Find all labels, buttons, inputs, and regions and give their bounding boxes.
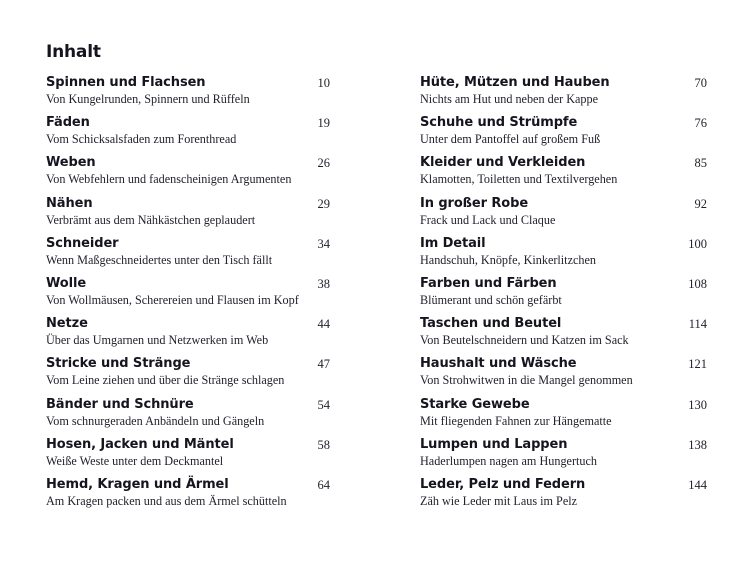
toc-entry-title: Haushalt und Wäsche bbox=[420, 356, 577, 372]
toc-entry-subtitle: Von Wollmäusen, Scherereien und Flausen im Kopf bbox=[46, 292, 299, 307]
toc-entry[interactable] bbox=[46, 355, 330, 395]
toc-entry-title: Bänder und Schnüre bbox=[46, 396, 194, 412]
toc-left-column bbox=[46, 74, 330, 516]
toc-entry-page-number: 144 bbox=[688, 477, 707, 492]
toc-entry-subtitle: Unter dem Pantoffel auf großem Fuß bbox=[420, 132, 601, 147]
toc-entry-title: Weben bbox=[46, 155, 96, 171]
toc-entry-subtitle: Vom schnurgeraden Anbändeln und Gängeln bbox=[46, 413, 265, 428]
toc-entry-subtitle: Haderlumpen nagen am Hungertuch bbox=[420, 453, 597, 468]
toc-entry-subtitle: Über das Umgarnen und Netzwerken im Web bbox=[46, 333, 269, 348]
toc-entry-title: Lumpen und Lappen bbox=[420, 436, 568, 452]
toc-entry[interactable] bbox=[46, 195, 330, 235]
toc-entry-subtitle: Von Strohwitwen in die Mangel genommen bbox=[420, 373, 633, 388]
toc-entry-title: Taschen und Beutel bbox=[420, 316, 562, 332]
toc-entry-title: Kleider und Verkleiden bbox=[420, 155, 586, 171]
toc-entry[interactable] bbox=[420, 154, 707, 194]
toc-entry[interactable] bbox=[420, 436, 707, 476]
toc-entry-page-number: 58 bbox=[317, 437, 330, 452]
toc-entry-title: Hemd, Kragen und Ärmel bbox=[46, 476, 229, 492]
toc-entry[interactable] bbox=[46, 476, 330, 516]
toc-entry-page-number: 114 bbox=[688, 317, 707, 332]
toc-entry-title: Fäden bbox=[46, 115, 90, 131]
toc-entry-page-number: 85 bbox=[694, 156, 707, 171]
toc-entry-subtitle: Am Kragen packen und aus dem Ärmel schütteln bbox=[46, 493, 287, 508]
toc-entry[interactable] bbox=[420, 195, 707, 235]
toc-entry-subtitle: Frack und Lack und Claque bbox=[420, 212, 556, 227]
toc-entry-page-number: 138 bbox=[688, 437, 707, 452]
toc-entry[interactable] bbox=[420, 476, 707, 516]
toc-entry-subtitle: Nichts am Hut und neben der Kappe bbox=[420, 92, 599, 106]
toc-entry-page-number: 10 bbox=[317, 76, 330, 90]
toc-entry-title: Hüte, Mützen und Hauben bbox=[420, 75, 610, 90]
toc-entry-title: Spinnen und Flachsen bbox=[46, 75, 206, 90]
toc-entry-title: Hosen, Jacken und Mäntel bbox=[46, 436, 234, 452]
toc-entry[interactable] bbox=[420, 355, 707, 395]
toc-entry[interactable] bbox=[46, 436, 330, 476]
toc-entry[interactable] bbox=[420, 396, 707, 436]
toc-entry[interactable] bbox=[420, 275, 707, 315]
toc-entry-page-number: 92 bbox=[694, 196, 707, 211]
toc-entry[interactable] bbox=[46, 114, 330, 154]
toc-entry-page-number: 76 bbox=[694, 116, 707, 131]
toc-entry-page-number: 38 bbox=[317, 276, 330, 291]
toc-entry-page-number: 44 bbox=[317, 317, 330, 332]
toc-entry-subtitle: Wenn Maßgeschneidertes unter den Tisch fällt bbox=[46, 252, 273, 267]
toc-entry-page-number: 19 bbox=[317, 116, 330, 131]
toc-entry[interactable] bbox=[46, 275, 330, 315]
toc-entry-page-number: 47 bbox=[317, 357, 330, 372]
toc-entry-page-number: 108 bbox=[688, 276, 707, 291]
toc-entry-page-number: 100 bbox=[688, 236, 707, 251]
toc-entry-title: Schneider bbox=[46, 235, 119, 251]
toc-entry-title: In großer Robe bbox=[420, 195, 529, 211]
toc-entry[interactable] bbox=[46, 74, 330, 114]
toc-entry-title: Starke Gewebe bbox=[420, 396, 530, 412]
toc-entry[interactable] bbox=[420, 315, 707, 355]
toc-entry-subtitle: Von Webfehlern und fadenscheinigen Argumenten bbox=[46, 172, 292, 187]
toc-entry-title: Farben und Färben bbox=[420, 275, 557, 291]
toc-entry-page-number: 70 bbox=[694, 76, 707, 90]
toc-entry-subtitle: Von Beutelschneidern und Katzen im Sack bbox=[420, 333, 629, 348]
toc-entry-title: Im Detail bbox=[420, 235, 486, 251]
toc-entry-title: Nähen bbox=[46, 195, 93, 211]
toc-entry[interactable] bbox=[420, 235, 707, 275]
toc-entry-title: Leder, Pelz und Federn bbox=[420, 476, 586, 492]
toc-entry[interactable] bbox=[46, 315, 330, 355]
toc-entry-title: Netze bbox=[46, 316, 88, 332]
toc-entry-subtitle: Weiße Weste unter dem Deckmantel bbox=[46, 453, 224, 468]
page-title: Inhalt bbox=[46, 42, 101, 62]
toc-entry-subtitle: Handschuh, Knöpfe, Kinkerlitzchen bbox=[420, 252, 596, 267]
toc-entry[interactable] bbox=[46, 396, 330, 436]
toc-entry-page-number: 26 bbox=[317, 156, 330, 171]
toc-entry-subtitle: Klamotten, Toiletten und Textilvergehen bbox=[420, 172, 618, 187]
toc-entry-page-number: 54 bbox=[317, 397, 330, 412]
toc-entry-page-number: 29 bbox=[317, 196, 330, 211]
toc-entry-title: Schuhe und Strümpfe bbox=[420, 115, 578, 131]
toc-entry-subtitle: Zäh wie Leder mit Laus im Pelz bbox=[420, 493, 578, 508]
toc-entry[interactable] bbox=[46, 154, 330, 194]
toc-entry[interactable] bbox=[420, 114, 707, 154]
toc-entry-subtitle: Vom Schicksalsfaden zum Forenthread bbox=[46, 132, 237, 147]
toc-entry-title: Wolle bbox=[46, 275, 87, 291]
toc-entry[interactable] bbox=[420, 74, 707, 114]
toc-entry-page-number: 130 bbox=[688, 397, 707, 412]
toc-entry-page-number: 121 bbox=[688, 357, 707, 372]
toc-entry-subtitle: Blümerant und schön gefärbt bbox=[420, 292, 562, 307]
toc-right-column bbox=[420, 74, 707, 516]
toc-entry-page-number: 34 bbox=[317, 236, 330, 251]
toc-entry-page-number: 64 bbox=[317, 477, 330, 492]
toc-entry-subtitle: Mit fliegenden Fahnen zur Hängematte bbox=[420, 413, 612, 428]
toc-entry-subtitle: Vom Leine ziehen und über die Stränge schlagen bbox=[46, 373, 285, 388]
toc-entry-title: Stricke und Stränge bbox=[46, 356, 191, 372]
toc-entry-subtitle: Verbrämt aus dem Nähkästchen geplaudert bbox=[46, 212, 256, 227]
toc-entry[interactable] bbox=[46, 235, 330, 275]
toc-entry-subtitle: Von Kungelrunden, Spinnern und Rüffeln bbox=[46, 92, 250, 106]
